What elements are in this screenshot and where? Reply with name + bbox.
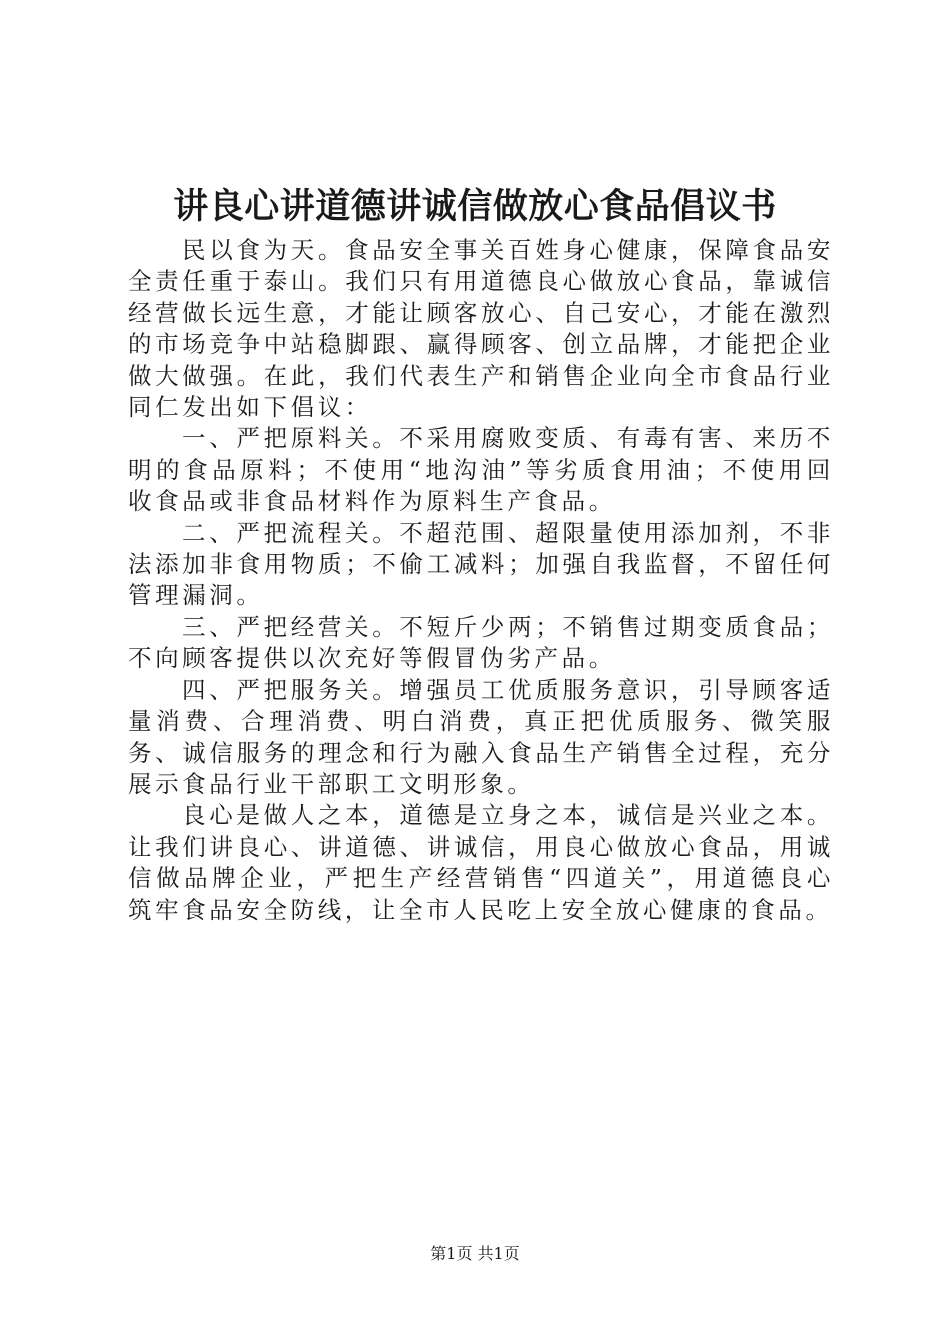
paragraph-operations: 三、严把经营关。不短斤少两；不销售过期变质食品；不向顾客提供以次充好等假冒伪劣产品。 [128, 612, 834, 673]
page-footer: 第1页 共1页 [430, 1244, 520, 1263]
paragraph-process: 二、严把流程关。不超范围、超限量使用添加剂，不非法添加非食用物质；不偷工减料；加强自我监督，不留任何管理漏洞。 [128, 518, 834, 610]
paragraph-conclusion: 良心是做人之本，道德是立身之本，诚信是兴业之本。让我们讲良心、讲道德、讲诚信，用良心做放心食品，用诚信做品牌企业，严把生产经营销售“四道关”，用道德良心筑牢食品安全防线，让全市人民吃上安全放心健康的食品。 [128, 801, 834, 924]
paragraph-raw-materials: 一、严把原料关。不采用腐败变质、有毒有害、来历不明的食品原料；不使用“地沟油”等劣质食用油；不使用回收食品或非食品材料作为原料生产食品。 [128, 424, 834, 516]
paragraph-service: 四、严把服务关。增强员工优质服务意识，引导顾客适量消费、合理消费、明白消费，真正把优质服务、微笑服务、诚信服务的理念和行为融入食品生产销售全过程，充分展示食品行业干部职工文明形象。 [128, 675, 834, 798]
paragraph-intro: 民以食为天。食品安全事关百姓身心健康，保障食品安全责任重于泰山。我们只有用道德良心做放心食品，靠诚信经营做长远生意，才能让顾客放心、自己安心，才能在激烈的市场竞争中站稳脚跟、赢得顾客、创立品牌，才能把企业做大做强。在此，我们代表生产和销售企业向全市食品行业同仁发出如下倡议： [128, 236, 834, 422]
document-body [128, 235, 834, 926]
document-title: 讲良心讲道德讲诚信做放心食品倡议书 [173, 186, 777, 227]
